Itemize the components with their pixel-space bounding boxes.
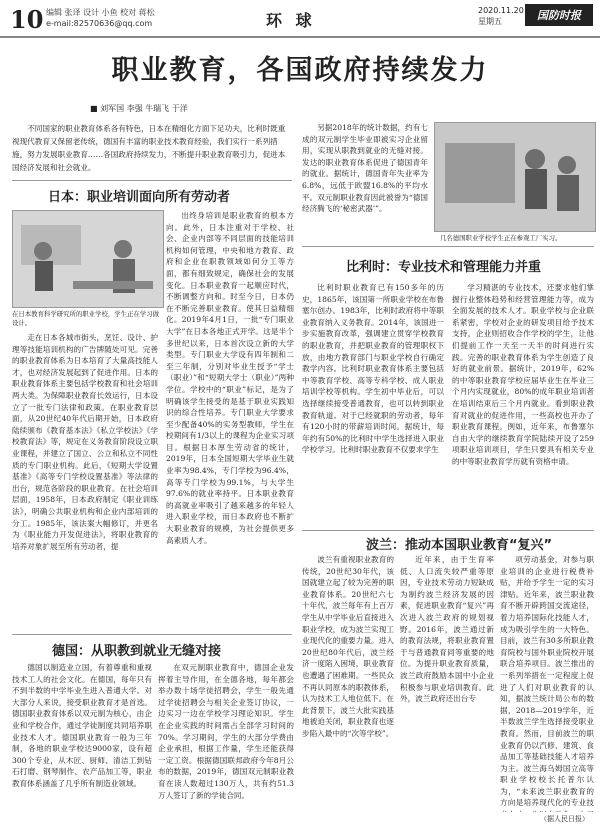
classroom-image — [13, 211, 163, 307]
belgium-section-title: 比利时：专业技术和管理能力并重 — [346, 260, 542, 275]
germany-column-2: 在双元制职业教育中，德国企业发挥着主导作用，在全德各地，每年都会举办数十场学徒招聘会，学生一般先通过学徒招聘会与相关企业签订协议，一边实习一边在学校学习理论知识。学生在企业实践的时间需占全部学习时间的70%。学习期间，学生的大部分学费由企业承担，根据工作量，学生还能获得一定工资。根据德国联邦政府今年8月公布的数据，2019年，德国双元制职业教育在读人数超过130万人，共有约51.3万人签订了新的学徒合同。 — [158, 663, 294, 800]
headline: 职业教育，各国政府持续发力 — [111, 55, 489, 86]
newspaper-logo: 国防时报 — [525, 4, 593, 26]
divider — [302, 246, 594, 247]
poland-column-3: 项劳动基金，对参与职业培训的企业进行税费补贴，并给予学生一定的实习津贴。近年来，波兰职业教育不断开辟跨国交流途径，着力培养国际化技能人才，成为吸引学生的一大特色。目前，波兰有30多所职业教育院校与国外职业院校开展联合培养项目。波兰推出的一系列举措在一定程度上促进了人们对职业教育的认知，据波兰统计局公布的数据，2018—2019学年，近半数波兰学生选择接受职业教育。然而，目前波兰的职业教育仍以汽修、建筑、食品加工等基础技能人才培养为主。波兰海乌姆国立高等职业学校校长托普尔认为，“未来波兰职业教育的方向是培养现代化的专业技 — [500, 555, 594, 808]
japan-column-1: 走在日本各城市街头，烹饪、设计、护理等技能培训机构的广告牌随处可见。完善的职业教育体系为日本培育了大量高技能人才，也对经济发展起到了促进作用。日本的职业教育体系主要包括学校教育和社会培训两大类。为保障职业教育长效运行，日本设立了一批专门法律和政策。在职业教育层面，从20世纪40年代后期开始，日本政府陆续颁布《教育基本法》《私立学校法》《学校教育法》等，规定在义务教育阶段设立职业课程，并建立了国立、公立和私立不同性质的专门职业机构。此后，《短期大学设置基准》《高等专门学校设置基准》等法律的出台，规范各阶段的职业教育。在社会培训层面，1958年，日本政府制定《职业训练法》，明确公共职业机构和企业内部培训的分工。1985年，该法案大幅修订，并更名为《职业能力开发促进法》，将职业教育的培养对象扩展至所有劳动者，提 — [12, 333, 158, 551]
japan-photo-caption: 在日本教育科学研究所的职业学校，学生正在学习做设计。 — [12, 310, 159, 327]
belgium-column-1: 比利时职业教育已有150多年的历史，1865年，该国第一所职业学校在布鲁塞尔创办。1983年，比利时政府将中等职业教育纳入义务教育。2014年，该国进一步实施教育改革，强调建立贯穿学校教育的职业教育，并把职业教育的管理职权下放，由地方教育部门与职业学校自行确定教学内容。比利时职业教育体系主要包括中等教育学校、高等专科学校、成人职业培训学校等机构。学生初中毕业后，可以选择继续接受普通教育，也可以转到职业教育轨道。对于已经就职的劳动者，每年有120小时的带薪培训时间。据统计，每年约有50%的比利时中学生选择进入职业学校学习。比利时职业教育不仅要求学生 — [302, 283, 444, 455]
germany-column-1: 德国以制造业立国，有着尊重和重视技术工人的社会文化。在德国，每年只有不到半数的中学毕业生进入普通大学。对大部分人来说，接受职业教育才是首选。德国职业教育体系以双元制为核心，由企业和学校合作，通过学徒制度共同培养职业技术人才。德国职业教育一般为三年制，各地的职业学校达9000家，设有超300个专业，从木匠、厨师、清洁工到钻石打磨、钢琴制作、农产品加工等，职业教育体系涵盖了几乎所有制造业领域。 — [12, 663, 152, 788]
divider — [12, 634, 292, 635]
page-number: 10 — [10, 5, 44, 34]
byline: ■ 刘军国 李强 牛瑞飞 于洋 — [90, 104, 188, 113]
editor-email: e-mail:82570636@qq.com — [46, 19, 153, 28]
poland-column-1: 波兰有重视职业教育的传统，20世纪30年代，该国就建立起了较为完善的职业教育体系。20世纪六七十年代，波兰每年有上百万学生从中学毕业后直接进入职业学校，成为波兰实现工业现代化的重要力量。进入20世纪80年代后，波兰经济一度陷入困境，职业教育也遭遇了困难期。一些民众不再认同原本的职教体系，认为技术工人地位低下。在此背景下，波兰大批实践基地被迫关闭，职业教育也逐步陷入最中的“次等学校”。 — [302, 555, 394, 738]
japan-photo — [12, 210, 164, 308]
germany-photo — [434, 122, 596, 232]
germany-photo-caption: 几名德国职业学校学生正在参观工厂实习。 — [440, 234, 562, 242]
divider — [302, 530, 594, 531]
section-title: 环 球 — [266, 11, 316, 30]
poland-column-2: 近年来，由于生育率低、人口流失较严重等原因，专业技术劳动力短缺成为制约波兰经济发展的因素，促进职业教育“复兴”再次进入波兰政府的规划视野。2016年，波兰通过新的教育法规，将职业教育置于与普通教育同等重要的地位。为提升职业教育质量，波兰政府鼓励本国中小企业积极参与职业培训教育。此外，波兰政府还出台专 — [400, 555, 494, 704]
belgium-column-2: 学习精湛的专业技术，还要求他们掌握行业整体趋势和经营管理能力等，成为全面发展的技术人才。职业学校与企业联系紧密，学校对企业的研发项目给予技术支持，企业则招收合作学校的学生，让他们提前工作一天至一天半的时间进行实践。完善的职业教育体系为学生创造了良好的就业前景。据统计，2019年，62%的中等职业教育学校应届毕业生在毕业三个月内实现就业，80%的成年职业培训者在培训结束后三个月内就业。看到职业教育对就业的促进作用，一些高校也开办了职业教育课程。例如，近年来，布鲁塞尔自由大学的继续教育学院陆续开设了259项职业培训项目，学生只要具有相关专业的中等职业教育学历就有资格申请。 — [452, 283, 594, 466]
issue-weekday: 星期五 — [478, 17, 502, 26]
japan-column-2: 出终身培训是职业教育的根本方向。此外，日本注重对于学校、社会、企业内部等不同层面的技能培训机构如何管理，中央和地方教育、政府和企业在职教领域如何分工等方面，都有细致规定，确保社会的发展变化。日本职业教育一起顺应时代，不断调整方向和。时至今日，日本仍在不断完善职业教育。使其日益精细化。2019年4月1日，一批“专门职业大学”在日本各地正式开学。这是半个多世纪以来，日本首次设立新的大学类型。专门职业大学设有四年制和二至三年制，分别对毕业生授予“学士（职业）”和“短期大学士（职业）”两种学位。学校中的“职业”标记，是为了明确该学生接受的是基于职业实践知识的综合性培养。专门职业大学要求至少配备40%的实务型教师，学生在校期间有1/3以上的课程为企业实习项目。根据日本厚生劳动省的统计，2019年，日本全国短期大学毕业生就业率为98.4%，专门学校为96.4%，高等专门学校为99.1%，与大学生97.6%的就业率持平。日本职业教育的高就业率吸引了越来越多的年轻人进入职业学校，而日本政府也不断扩大职业教育的规模，为社会提供更多高素质人才。 — [166, 211, 294, 545]
lead-paragraph: 不同国家的职业教育体系各有特色，日本在精细化方面下足功夫，比利时既重视现代教育又保留老传统，德国有丰富的职业技术教育经验，我们实行一系列措施，努力发展职业教育……各国政府持续发力，不断提升职业教育吸引力，促进本国经济发展和社会就业。 — [12, 124, 286, 172]
workshop-image — [435, 123, 595, 231]
germany-column-3: 另据2018年的统计数据，约有七成的双元制学生毕业即被实习企业留用，实现从职教到就业的无缝对接。发达的职业教育体系促进了德国青年的就业。据统计，德国青年失业率为6.8%，远低于欧盟16.8%的平均水平。双元制职业教育因此被誉为“德国经济腾飞的‘秘密武器’”。 — [302, 123, 428, 214]
source-note: （据人民日报） — [540, 815, 589, 823]
editors-line: 编辑 张译 设计 小鱼 校对 蒋松 — [46, 8, 155, 17]
poland-section-title: 波兰：推动本国职业教育“复兴” — [366, 538, 553, 553]
issue-date: 2020.11.20 — [478, 6, 524, 15]
germany-section-title: 德国：从职教到就业无缝对接 — [52, 644, 222, 659]
japan-section-title: 日本：职业培训面向所有劳动者 — [48, 190, 231, 205]
divider — [12, 180, 292, 181]
